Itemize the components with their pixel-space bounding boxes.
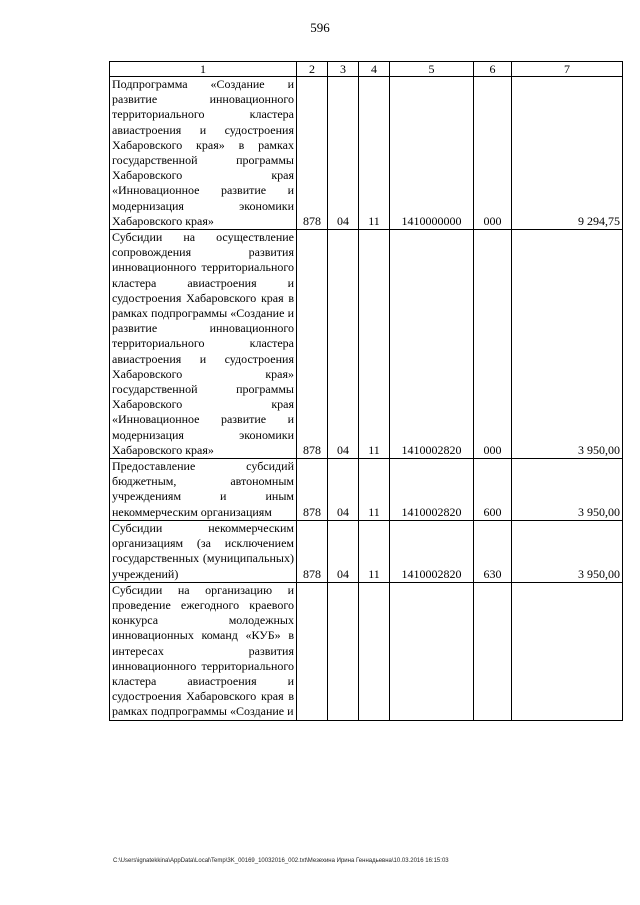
row-type: 600 xyxy=(474,459,512,521)
row-target xyxy=(390,582,474,720)
row-type: 000 xyxy=(474,230,512,459)
header-col-7: 7 xyxy=(512,62,623,77)
row-target: 1410002820 xyxy=(390,520,474,582)
row-name: Субсидии некоммерческим организациям (за исключением государственных (муниципальных) учреждений) xyxy=(110,520,297,582)
row-amount: 9 294,75 xyxy=(512,77,623,230)
row-target: 1410002820 xyxy=(390,230,474,459)
table-row xyxy=(110,582,623,720)
row-section: 04 xyxy=(328,230,359,459)
row-subsection: 11 xyxy=(359,77,390,230)
row-ministry: 878 xyxy=(297,230,328,459)
file-path-footer: C:\Users\ignatekkina\AppData\Local\Temp\3K_00169_10032016_002.txt\Мезехина Ирина Геннадьевна\10.03.2016 16:15:03 xyxy=(113,858,449,864)
row-amount: 3 950,00 xyxy=(512,520,623,582)
header-col-4: 4 xyxy=(359,62,390,77)
header-col-6: 6 xyxy=(474,62,512,77)
budget-table xyxy=(109,61,623,721)
row-name: Субсидии на организацию и проведение ежегодного краевого конкурса молодежных инновационных команд «КУБ» в интересах развития инновационного территориального кластера авиастроения и судостроения Хабаровского края в рамках подпрограммы «Создание и xyxy=(110,582,297,720)
row-ministry: 878 xyxy=(297,77,328,230)
row-type xyxy=(474,582,512,720)
row-section: 04 xyxy=(328,77,359,230)
row-section: 04 xyxy=(328,459,359,521)
row-amount: 3 950,00 xyxy=(512,459,623,521)
row-section xyxy=(328,582,359,720)
row-name: Субсидии на осуществление сопровождения развития инновационного территориального кластера авиастроения и судостроения Хабаровского края в рамках подпрограммы «Создание и развитие инновационного территориального кластера авиастроения и судостроения Хабаровского края» государственной программы Хабаровского края «Инновационное развитие и модернизация экономики Хабаровского края» xyxy=(110,230,297,459)
row-ministry xyxy=(297,582,328,720)
row-type: 000 xyxy=(474,77,512,230)
page-number: 596 xyxy=(310,20,330,35)
header-col-3: 3 xyxy=(328,62,359,77)
row-name: Предоставление субсидий бюджетным, автономным учреждениям и иным некоммерческим организациям xyxy=(110,459,297,521)
row-subsection: 11 xyxy=(359,520,390,582)
table-row xyxy=(110,520,623,582)
row-section: 04 xyxy=(328,520,359,582)
row-type: 630 xyxy=(474,520,512,582)
row-subsection: 11 xyxy=(359,459,390,521)
row-name: Подпрограмма «Создание и развитие инновационного территориального кластера авиастроения и судостроения Хабаровского края» в рамках государственной программы Хабаровского края «Инновационное развитие и модернизация экономики Хабаровского края» xyxy=(110,77,297,230)
table-row xyxy=(110,459,623,521)
row-target: 1410000000 xyxy=(390,77,474,230)
row-subsection xyxy=(359,582,390,720)
header-col-1: 1 xyxy=(110,62,297,77)
row-target: 1410002820 xyxy=(390,459,474,521)
row-ministry: 878 xyxy=(297,459,328,521)
header-col-2: 2 xyxy=(297,62,328,77)
row-amount xyxy=(512,582,623,720)
table-row xyxy=(110,77,623,230)
table-row xyxy=(110,230,623,459)
row-ministry: 878 xyxy=(297,520,328,582)
row-amount: 3 950,00 xyxy=(512,230,623,459)
row-subsection: 11 xyxy=(359,230,390,459)
header-col-5: 5 xyxy=(390,62,474,77)
header-row xyxy=(110,62,623,77)
